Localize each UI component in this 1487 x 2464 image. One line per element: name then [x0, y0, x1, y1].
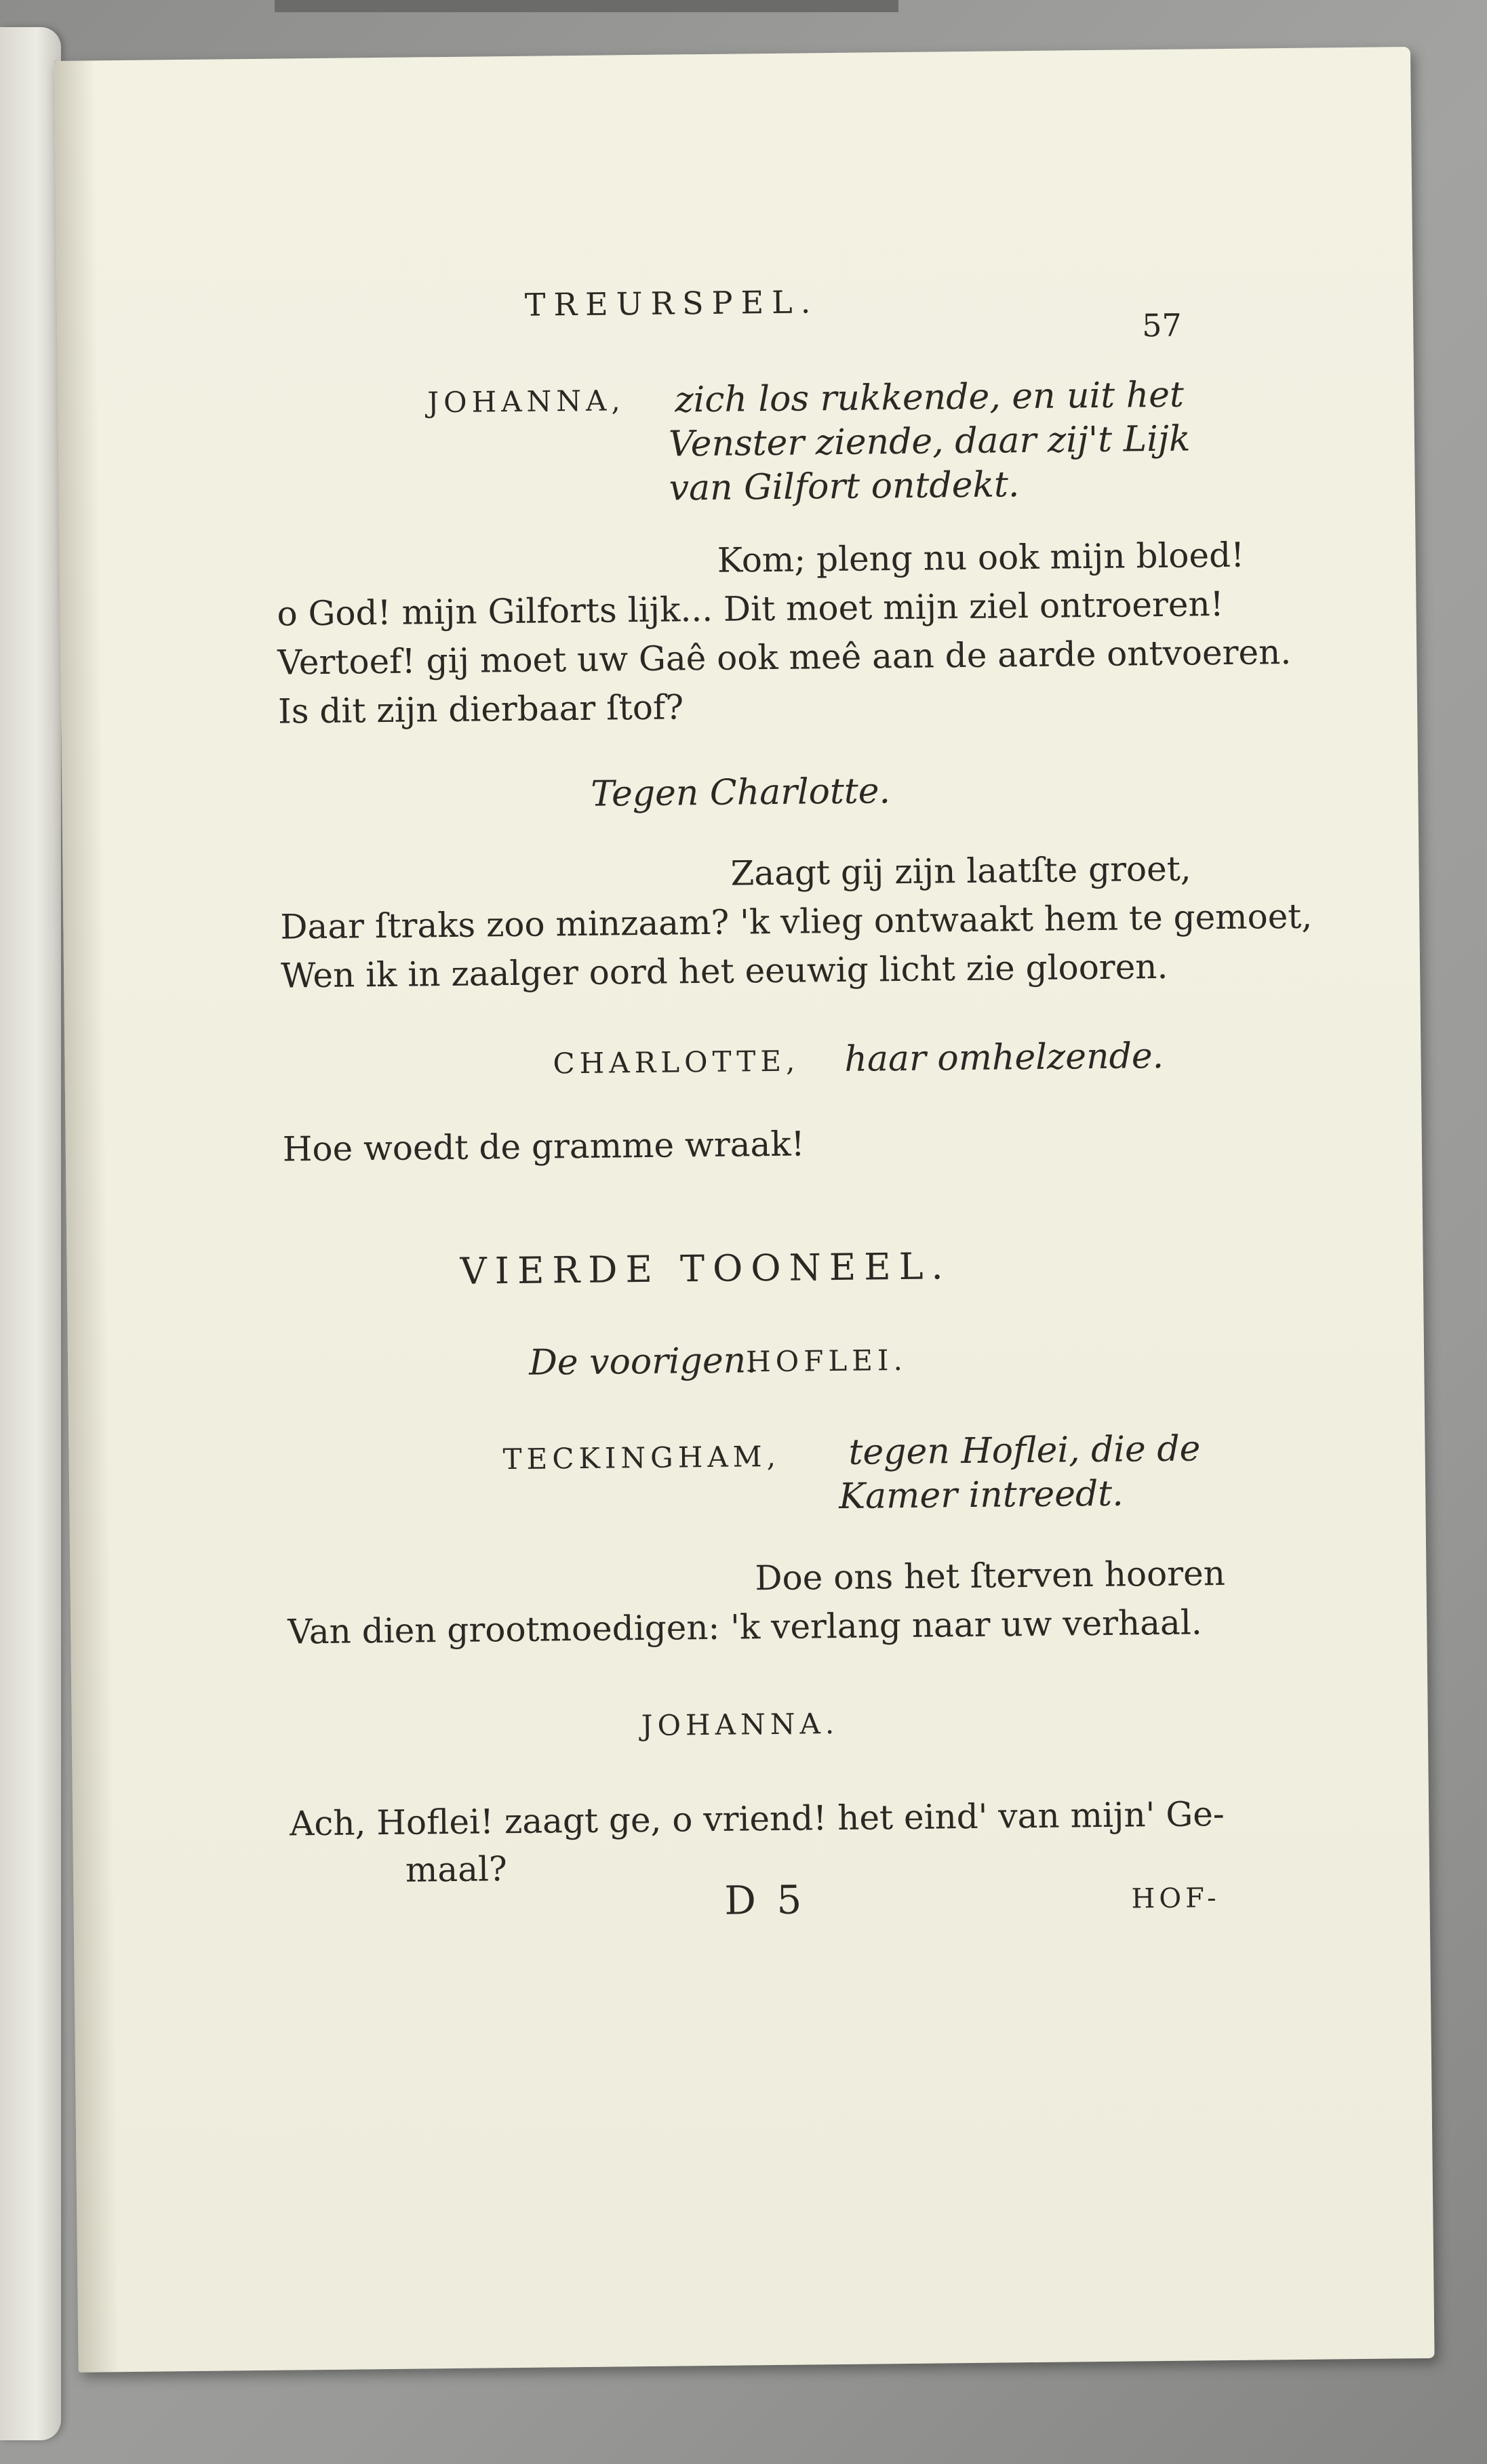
background-strip	[275, 0, 898, 12]
signature-mark: D 5	[724, 1876, 806, 1924]
verse-line: Doe ons het ſterven hooren	[755, 1554, 1226, 1598]
verse-line: maal?	[405, 1849, 508, 1890]
book-page	[54, 47, 1435, 2372]
stage-direction: tegen Hoflei, die de	[848, 1428, 1201, 1473]
verse-line: Daar ſtraks zoo minzaam? 'k vlieg ontwaakt hem te gemoet,	[280, 896, 1313, 947]
verse-line: Van dien grootmoedigen: 'k verlang naar uw verhaal.	[287, 1602, 1203, 1652]
verse-line: Wen ik in zaalger oord het eeuwig licht zie glooren.	[280, 946, 1168, 996]
scene-cast: HOFLEI.	[745, 1343, 908, 1379]
stage-direction: Venster ziende, daar zij't Lijk	[668, 418, 1191, 465]
catchword: HOF-	[1131, 1882, 1221, 1915]
stage-direction: Tegen Charlotte.	[591, 771, 891, 815]
page-number: 57	[1141, 306, 1183, 344]
stage-direction: haar omhelzende.	[844, 1035, 1164, 1080]
speaker-johanna: JOHANNA.	[641, 1707, 839, 1743]
verse-line: o God! mijn Gilforts lijk... Dit moet mijn ziel ontroeren!	[277, 584, 1225, 634]
stage-direction: van Gilfort ontdekt.	[669, 464, 1020, 509]
verse-line: Ach, Hoflei! zaagt ge, o vriend! het eind' van mijn' Ge-	[289, 1794, 1225, 1844]
speaker-charlotte: CHARLOTTE,	[553, 1044, 800, 1080]
verse-line: Vertoef! gij moet uw Gaê ook meê aan de aarde ontvoeren.	[277, 632, 1292, 683]
verse-line: Kom; pleng nu ook mijn bloed!	[717, 535, 1245, 580]
verse-line: Zaagt gij zijn laatſte groet,	[730, 849, 1191, 893]
stage-direction: zich los rukkende, en uit het	[674, 374, 1185, 421]
speaker-teckingham: TECKINGHAM,	[502, 1439, 781, 1476]
verse-line: Hoe woedt de gramme wraak!	[282, 1124, 805, 1169]
running-head: TREURSPEL.	[524, 283, 819, 323]
scene-title: VIERDE TOONEEL.	[460, 1245, 951, 1293]
verse-line: Is dit zijn dierbaar ſtof?	[277, 687, 684, 731]
speaker-johanna: JOHANNA,	[427, 384, 625, 420]
book-cover-edge	[0, 27, 61, 2440]
scene-cast: De voorigen.	[528, 1340, 758, 1384]
stage-direction: Kamer intreedt.	[838, 1473, 1124, 1517]
